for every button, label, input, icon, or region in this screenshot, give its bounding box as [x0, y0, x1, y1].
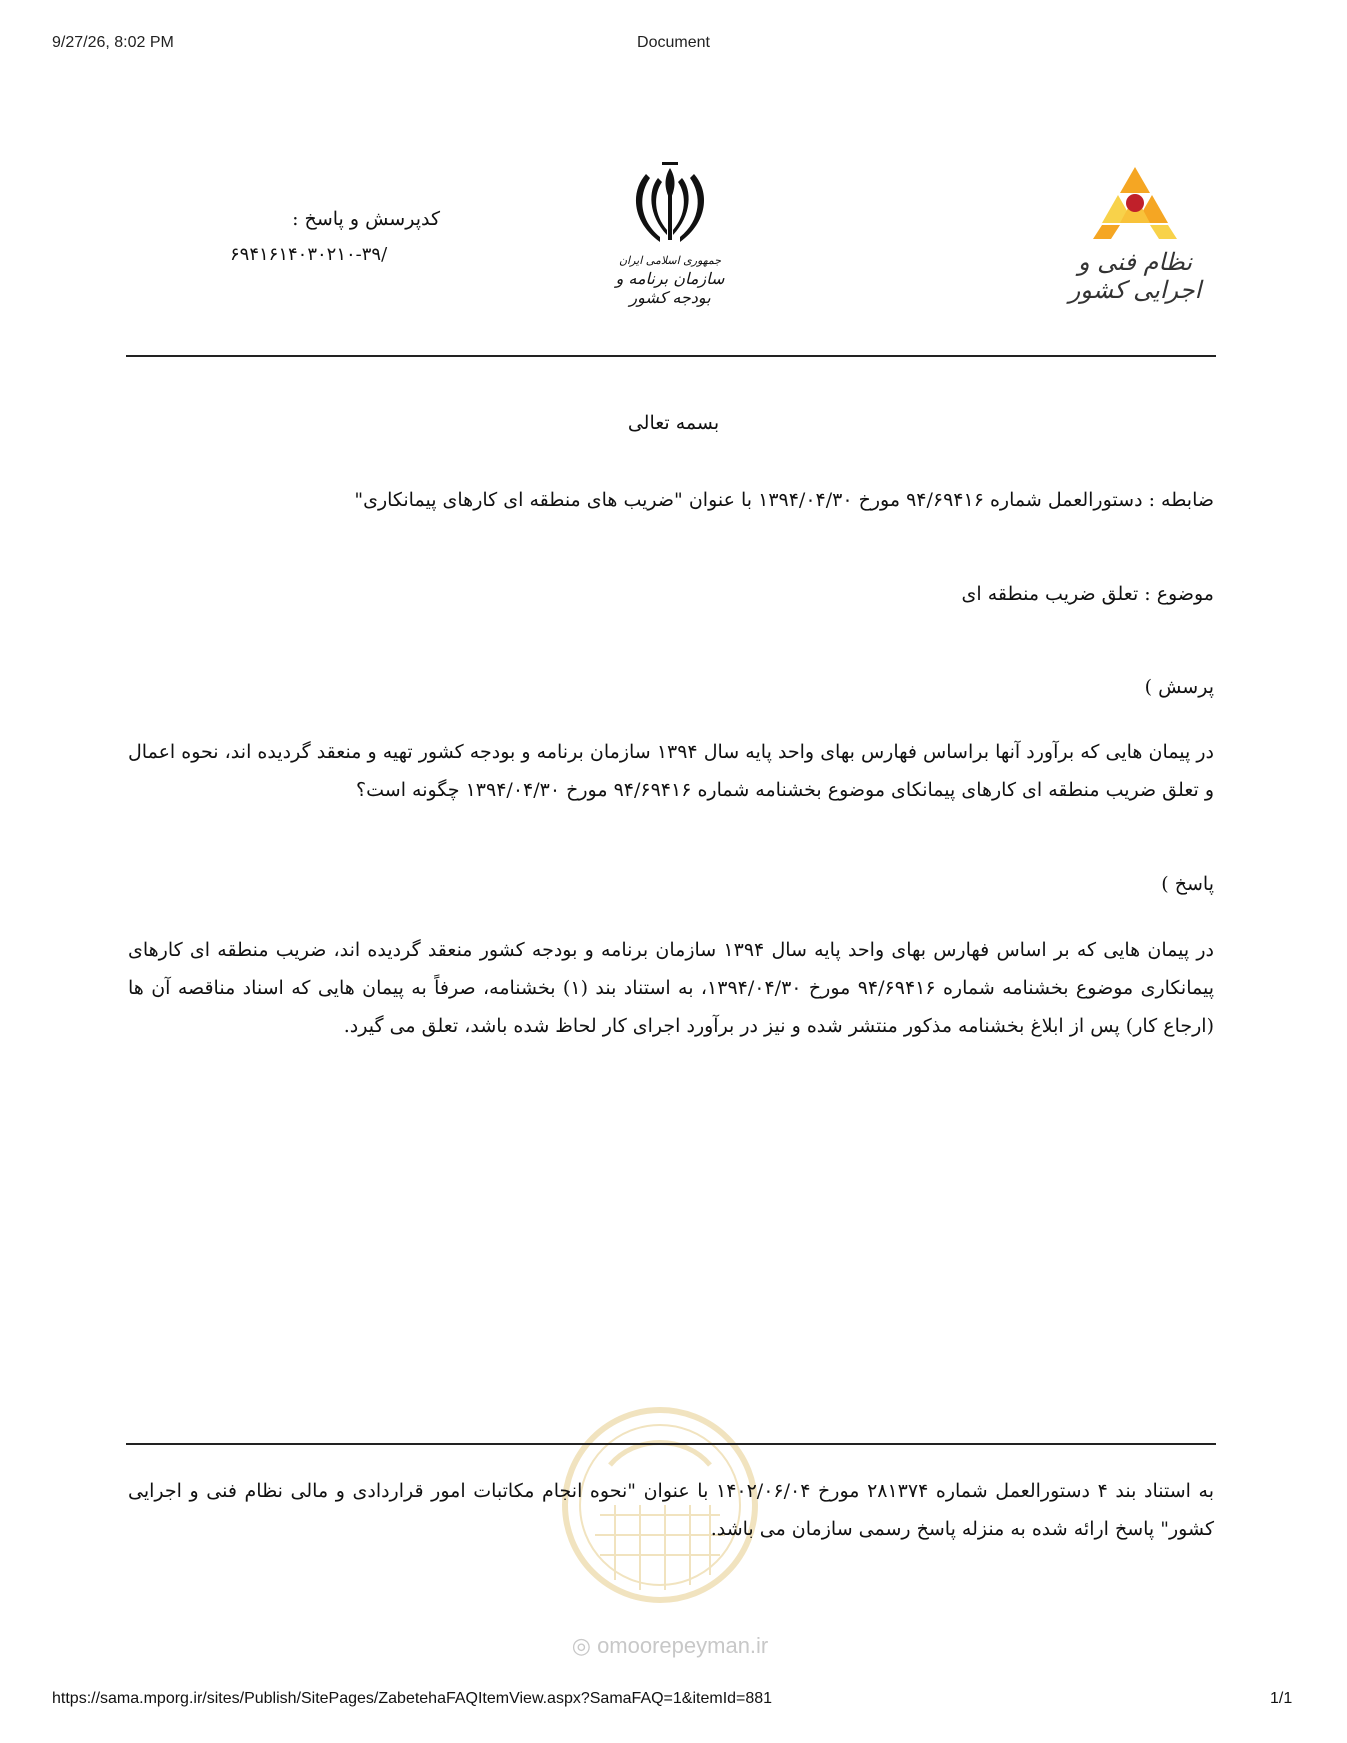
question-code-value: ۶۹۴۱۶۱۴۰۳۰۲۱۰-۳۹/: [230, 244, 388, 265]
watermark-site: ◎ omoorepeyman.ir: [571, 1633, 769, 1658]
question-label: پرسش ): [1144, 676, 1214, 698]
organization-logo: [1060, 165, 1210, 304]
print-title: Document: [637, 34, 710, 51]
header-divider: [126, 355, 1216, 357]
print-date: 9/27/26, 8:02 PM: [52, 34, 174, 51]
question-code-label: کدپرسش و پاسخ :: [292, 208, 440, 230]
footer-divider: [126, 1443, 1216, 1445]
answer-text: در پیمان هایی که بر اساس فهارس بهای واحد پایه سال ۱۳۹۴ سازمان برنامه و بودجه کشور منعقد گردیده اند، ضریب منطقه ای کارهای پیمانکاری موضوع بخشنامه شماره ۹۴/۶۹۴۱۶ مورخ ۱۳۹۴/۰۴/۳۰، به استناد بند (۱) بخشنامه، صرفاً به پیمان هایی که اسناد مناقصه آن ها (ارجاع کار) پس از ابلاغ بخشنامه مذکور منتشر شده و نیز در برآورد اجرای کار لحاظ شده باشد، تعلق می گیرد.: [128, 939, 1215, 1037]
footer-note: به استناد بند ۴ دستورالعمل شماره ۲۸۱۳۷۴ مورخ ۱۴۰۲/۰۶/۰۴ با عنوان "نحوه انجام مکاتبات امور قراردادی و مالی نظام فنی و اجرایی کشور" پاسخ ارائه شده به منزله پاسخ رسمی سازمان می باشد.: [128, 1480, 1215, 1540]
logo-text: نظام فنی و اجرایی کشور: [1068, 248, 1202, 304]
basmala: بسمه تعالی: [627, 412, 720, 434]
zabeteh-line: ضابطه : دستورالعمل شماره ۹۴/۶۹۴۱۶ مورخ ۱۳۹۴/۰۴/۳۰ با عنوان "ضریب های منطقه ای کارهای پیمانکاری": [354, 489, 1214, 511]
subject-line: موضوع : تعلق ضریب منطقه ای: [961, 583, 1214, 605]
print-url[interactable]: https://sama.mporg.ir/sites/Publish/SitePages/ZabetehaFAQItemView.aspx?SamaFAQ=1&itemId=881: [52, 1690, 773, 1707]
question-text: در پیمان هایی که برآورد آنها براساس فهارس بهای واحد پایه سال ۱۳۹۴ سازمان برنامه و بودجه کشور تهیه و منعقد گردیده اند، نحوه اعمال و تعلق ضریب منطقه ای کارهای پیمانکای موضوع بخشنامه شماره ۹۴/۶۹۴۱۶ مورخ ۱۳۹۴/۰۴/۳۰ چگونه است؟: [128, 741, 1214, 801]
logo-icon: [1090, 165, 1180, 240]
question-code-block: [230, 208, 440, 265]
emblem-icon: [620, 160, 720, 250]
print-page-number: 1/1: [1270, 1690, 1293, 1707]
answer-label: پاسخ ): [1161, 873, 1214, 895]
emblem-text-line2: سازمان برنامه و بودجه کشور: [615, 269, 725, 307]
iran-emblem: [600, 160, 740, 307]
emblem-text-line1: جمهوری اسلامی ایران: [618, 254, 722, 267]
